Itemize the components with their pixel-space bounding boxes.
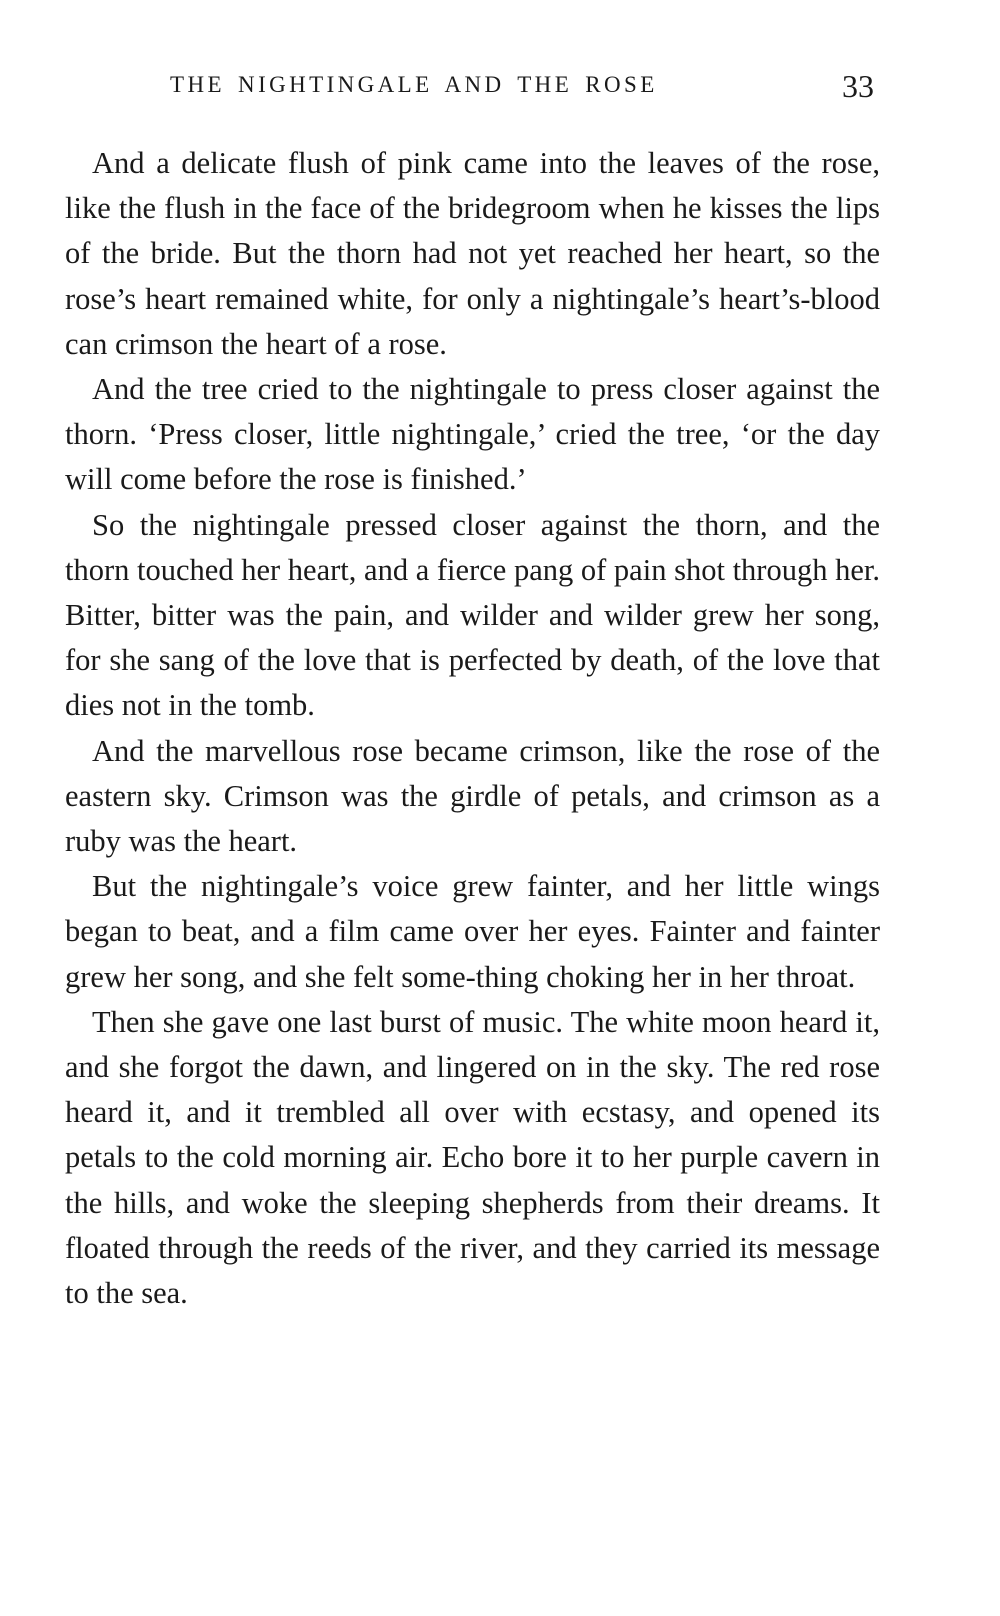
paragraph-4: And the marvellous rose became crimson, like the rose of the eastern sky. Crimson was the girdle of petals, and crimson as a ruby was the heart. <box>65 733 880 859</box>
page-number: 33 <box>842 68 874 104</box>
body-text <box>65 141 880 1316</box>
paragraph-5: But the nightingale’s voice grew fainter, and her little wings began to beat, and a film came over her eyes. Fainter and fainter grew her song, and she felt some-thing choking her in her throat. <box>65 869 880 994</box>
paragraph-6: Then she gave one last burst of music. The white moon heard it, and she forgot the dawn, and lingered on in the sky. The red rose heard it, and it trembled all over with ecstasy, and opened its petals to the cold morning air. Echo bore it to her purple cavern in the hills, and woke the sleeping shepherds from their dreams. It floated through the reeds of the river, and they carried its message to the sea. <box>65 1004 880 1311</box>
running-head-title: THE NIGHTINGALE AND THE ROSE <box>170 72 658 97</box>
paragraph-2: And the tree cried to the nightingale to press closer against the thorn. ‘Press closer, little nightingale,’ cried the tree, ‘or the day will come before the rose is finished.’ <box>65 372 880 497</box>
paragraph-1: And a delicate flush of pink came into the leaves of the rose, like the flush in the face of the bridegroom when he kisses the lips of the bride. But the thorn had not yet reached her heart, so the rose’s heart remained white, for only a nightingale’s heart’s-blood can crimson the heart of a rose. <box>65 146 880 361</box>
paragraph-3: So the nightingale pressed closer against the thorn, and the thorn touched her heart, and a fierce pang of pain shot through her. Bitter, bitter was the pain, and wilder and wilder grew her song, for she sang of the love that is perfected by death, of the love that dies not in the tomb. <box>65 507 880 723</box>
